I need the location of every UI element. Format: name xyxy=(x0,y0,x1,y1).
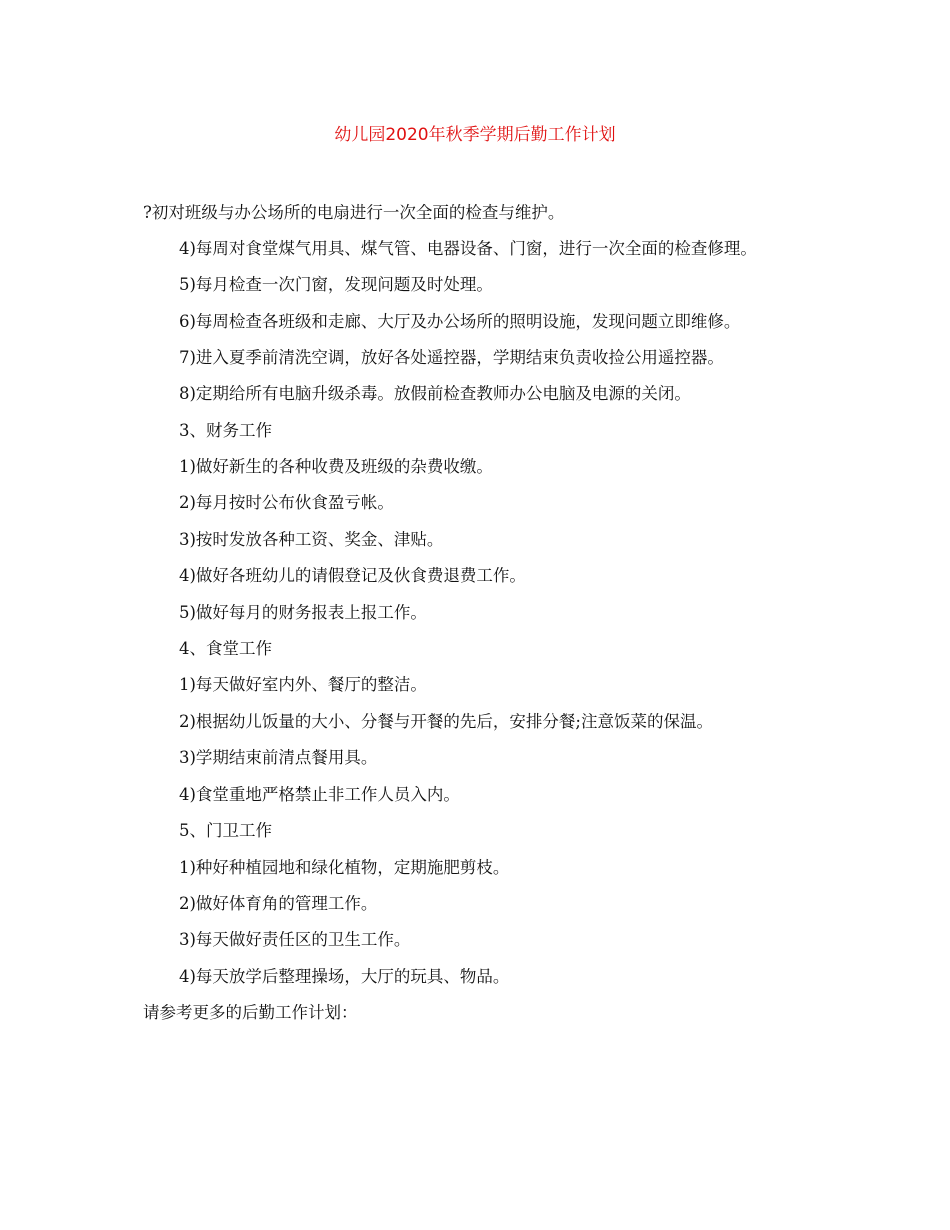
document-title: 幼儿园2020年秋季学期后勤工作计划 xyxy=(334,125,616,145)
paragraph-21: 3)每天做好责任区的卫生工作。 xyxy=(179,930,411,950)
paragraph-20: 2)做好体育角的管理工作。 xyxy=(179,893,378,913)
paragraph-3: 5)每月检查一次门窗，发现问题及时处理。 xyxy=(179,275,493,295)
paragraph-8: 1)做好新生的各种收费及班级的杂费收缴。 xyxy=(179,457,493,477)
paragraph-16: 3)学期结束前清点餐用具。 xyxy=(179,748,378,768)
paragraph-10: 3)按时发放各种工资、奖金、津贴。 xyxy=(179,529,444,549)
paragraph-17: 4)食堂重地严格禁止非工作人员入内。 xyxy=(179,784,460,804)
section-heading-finance: 3、财务工作 xyxy=(179,420,272,440)
paragraph-14: 1)每天做好室内外、餐厅的整洁。 xyxy=(179,675,427,695)
paragraph-2: 4)每周对食堂煤气用具、煤气管、电器设备、门窗，进行一次全面的检查修理。 xyxy=(179,239,757,259)
closing-line: 请参考更多的后勤工作计划： xyxy=(143,1003,358,1023)
paragraph-15: 2)根据幼儿饭量的大小、分餐与开餐的先后，安排分餐;注意饭菜的保温。 xyxy=(179,711,713,731)
document-body xyxy=(143,195,803,1032)
paragraph-5: 7)进入夏季前清洗空调，放好各处遥控器，学期结束负责收捡公用遥控器。 xyxy=(179,347,724,367)
paragraph-19: 1)种好种植园地和绿化植物，定期施肥剪枝。 xyxy=(179,857,510,877)
section-heading-guard: 5、门卫工作 xyxy=(179,821,272,841)
paragraph-6: 8)定期给所有电脑升级杀毒。放假前检查教师办公电脑及电源的关闭。 xyxy=(179,384,691,404)
paragraph-4: 6)每周检查各班级和走廊、大厅及办公场所的照明设施，发现问题立即维修。 xyxy=(179,311,741,331)
paragraph-1: ?初对班级与办公场所的电扇进行一次全面的检查与维护。 xyxy=(143,203,565,222)
paragraph-11: 4)做好各班幼儿的请假登记及伙食费退费工作。 xyxy=(179,566,526,586)
paragraph-22: 4)每天放学后整理操场，大厅的玩具、物品。 xyxy=(179,966,510,986)
paragraph-12: 5)做好每月的财务报表上报工作。 xyxy=(179,602,427,622)
section-heading-canteen: 4、食堂工作 xyxy=(179,639,272,659)
paragraph-9: 2)每月按时公布伙食盈亏帐。 xyxy=(179,493,394,513)
